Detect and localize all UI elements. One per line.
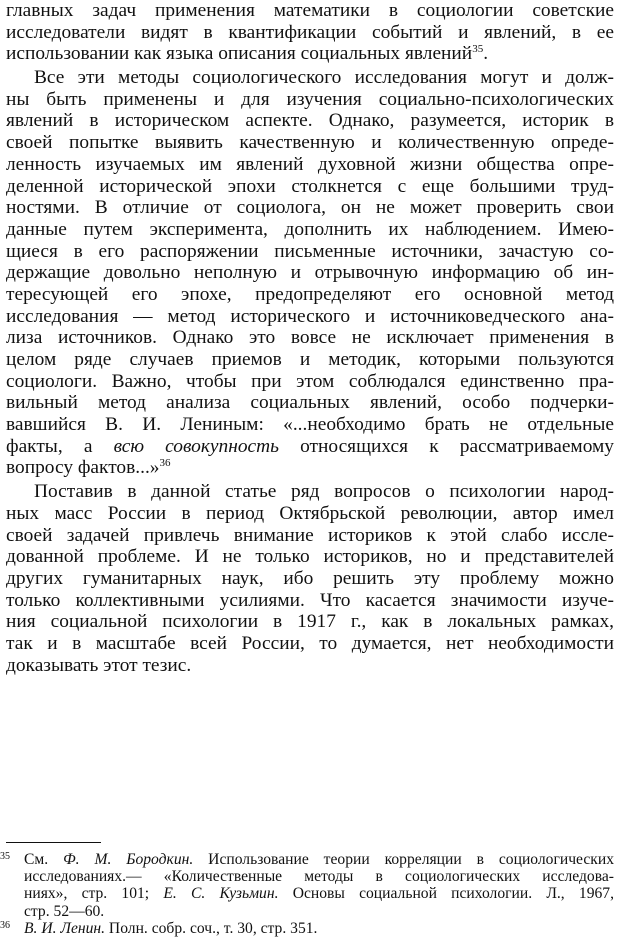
text-line: дованной проблеме. И не только историков, но и представителей <box>6 546 614 568</box>
paragraph-1 <box>6 0 614 65</box>
text-line: держащие довольно неполную и отрывочную информацию об ин- <box>6 262 614 284</box>
text-line: ния социальной психологии в 1917 г., как в локальных рамках, <box>6 611 614 633</box>
text-line: ленность изучаемых им явлений духовной жизни общества опре- <box>6 153 614 175</box>
text-fragment: См. <box>24 851 64 868</box>
text-fragment: использовании как языка описания социальных явлений <box>6 43 473 65</box>
text-line: так и в масштабе всей России, то думается, нет необходимости <box>6 632 614 654</box>
footnote-line: 36 В. И. Ленин. Полн. собр. соч., т. 30, стр. 351. <box>0 919 318 937</box>
text-line: других гуманитарных наук, ибо решить эту проблему можно <box>6 567 614 589</box>
text-line: данные путем эксперимента, дополнить их наблюдением. Имею- <box>6 218 614 240</box>
text-line: лиза источников. Однако это вовсе не исключает применения в <box>6 327 614 349</box>
text-fragment: относящихся к рассматриваемому <box>278 435 614 457</box>
text-line: вильный метод анализа социальных явлений, особо подчерки- <box>6 392 614 414</box>
text-line: исследования — метод исторического и источниковедческого ана- <box>6 305 614 327</box>
italic-emphasis: всю совокупность <box>113 435 279 457</box>
text-line <box>6 457 614 479</box>
text-line: социологи. Важно, чтобы при этом соблюдался единственно пра- <box>6 370 614 392</box>
text-fragment: Основы социальной психологии. Л., 1967, <box>278 885 614 903</box>
text-line: исследователи видят в квантификации событий и явлений, в ее <box>6 21 614 43</box>
paragraph-3 <box>6 481 614 676</box>
text-line: своей попытке выявить качественную и количественную опреде- <box>6 132 614 154</box>
footnote-ref-35[interactable]: 35 <box>472 43 484 56</box>
footnote-35 <box>0 851 614 920</box>
text-line: целом ряде случаев приемов и методик, которыми пользуются <box>6 349 614 370</box>
text-line: главных задач применения математики в социологии советские <box>6 0 614 21</box>
text-fragment: факты, а <box>6 435 114 457</box>
footnote-line: 35 См. Ф. М. Бородкин. Использование теории корреляции в социологических <box>0 851 614 868</box>
text-fragment: вопросу фактов...» <box>6 457 160 479</box>
text-line: своей задачей привлечь внимание историков к этой слабо иссле- <box>6 524 614 546</box>
footnote-author: Е. С. Кузьмин. <box>163 885 279 903</box>
footnote-line: стр. 52—60. <box>24 902 105 920</box>
text-line: вавшийся В. И. Лениным: «...необходимо брать не отдельные <box>6 414 614 436</box>
text-line: Поставив в данной статье ряд вопросов о психологии народ- <box>34 481 614 503</box>
text-fragment: ниях», стр. 101; <box>24 885 164 903</box>
footnote-36 <box>0 920 614 937</box>
text-line: ны быть применены и для изучения социально-психологических <box>6 88 614 110</box>
text-fragment: Полн. собр. соч., т. 30, стр. 351. <box>105 919 318 937</box>
footnote-line: исследованиях.— «Количественные методы в социологических исследова- <box>24 868 614 886</box>
text-line: тересующей его эпохе, предопределяют его основной метод <box>6 283 614 305</box>
text-line: использовании как языка описания социальных явлений$^{35}$. <box>6 43 489 65</box>
footnote-line <box>0 885 614 902</box>
text-fragment: Использование теории корреляции в социологических <box>193 851 614 868</box>
text-line: Все эти методы социологического исследования могут и долж- <box>34 67 614 89</box>
footnote-ref-36[interactable]: 36 <box>159 457 171 470</box>
footnotes <box>0 851 614 937</box>
paragraph-2 <box>6 67 614 479</box>
footnote-author: В. И. Ленин. <box>24 919 106 937</box>
text-line <box>6 436 614 458</box>
text-line: ных масс России в период Октябрьской революции, автор имел <box>6 502 614 524</box>
text-line: явлений в историческом аспекте. Однако, разумеется, историк в <box>6 110 614 132</box>
text-line: доказывать этот тезис. <box>6 654 192 676</box>
text-line: только коллективными усилиями. Что касается значимости изуче- <box>6 589 614 611</box>
body-text <box>6 0 614 676</box>
text-line: деленной исторической эпохи столкнется с еще большими труд- <box>6 175 614 197</box>
text-line: щиеся в его распоряжении письменные источники, зачастую со- <box>6 240 614 262</box>
text-line: ностями. В отличие от социолога, он не может проверить свои <box>6 197 614 219</box>
footnote-author: Ф. М. Бородкин. <box>63 851 194 868</box>
footnote-divider <box>6 842 101 843</box>
